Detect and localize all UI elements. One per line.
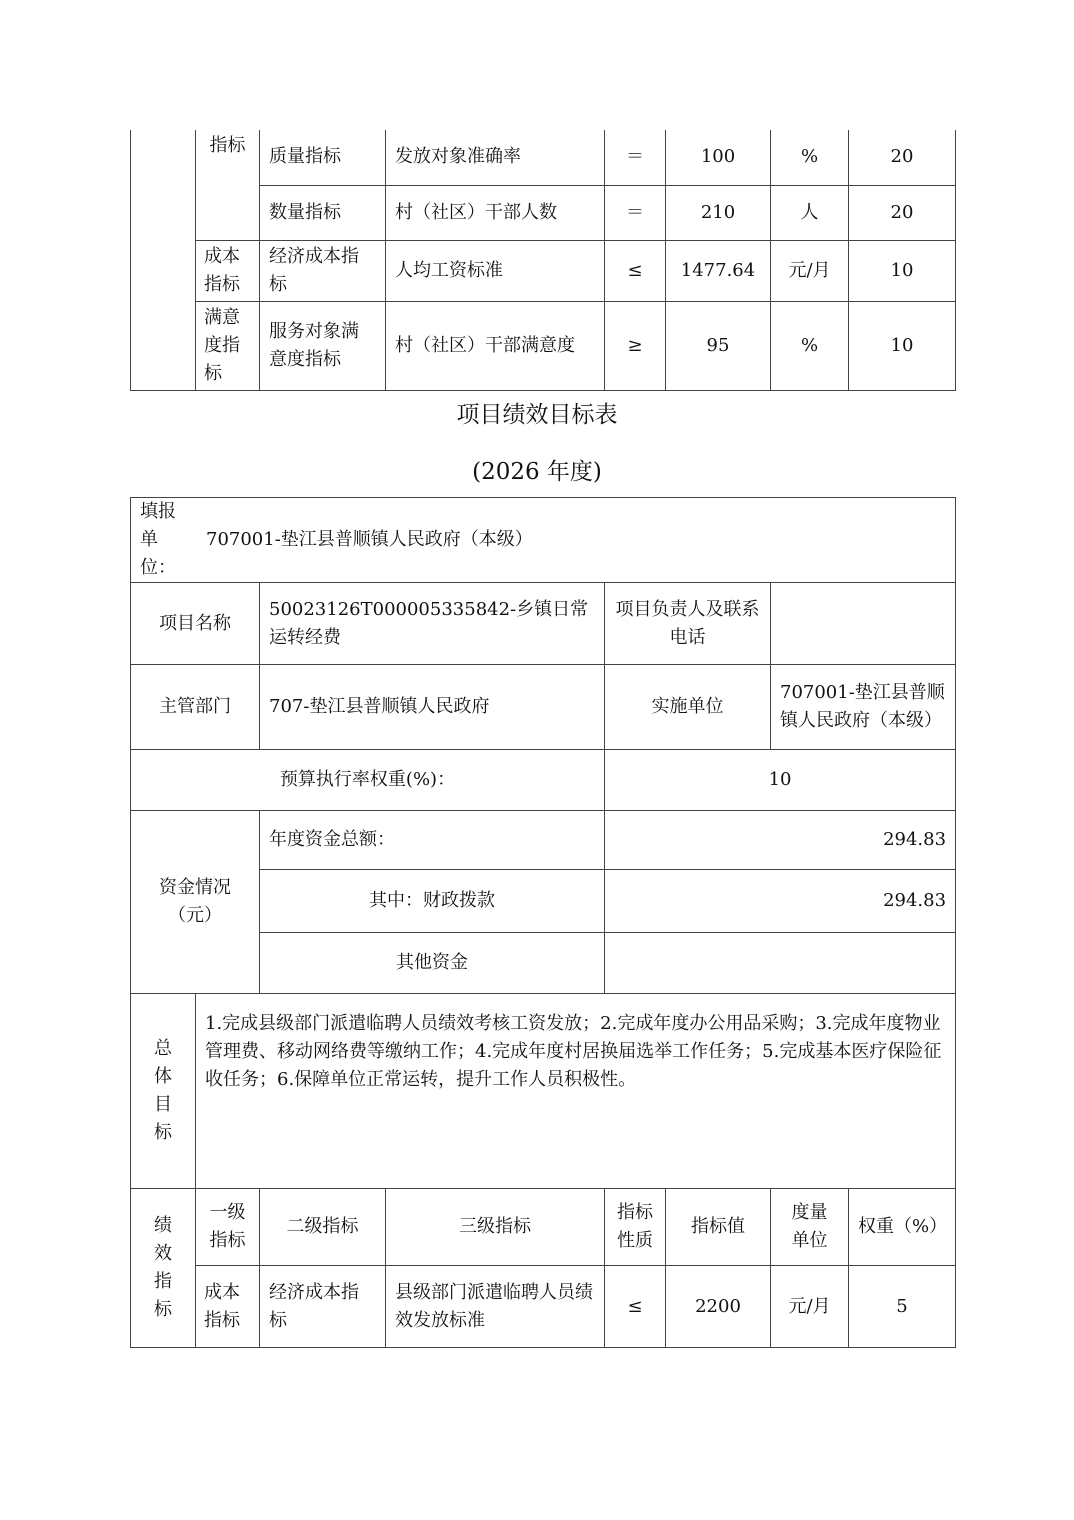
unit-label: 填报单位：	[140, 501, 176, 578]
dept-row	[131, 665, 956, 750]
level1-cell: 指标	[196, 130, 260, 240]
weight-cell: 20	[849, 130, 956, 185]
nature-cell: ＝	[605, 185, 666, 240]
dept-label: 主管部门	[131, 665, 260, 750]
value-cell: 2200	[666, 1266, 771, 1348]
level2-cell: 经济成本指标	[260, 240, 386, 301]
level3-cell: 人均工资标准	[386, 240, 605, 301]
impl-label: 实施单位	[605, 665, 771, 750]
page-title: 项目绩效目标表	[456, 402, 618, 428]
unit-cell: 元/月	[771, 1266, 849, 1348]
project-name-label: 项目名称	[131, 583, 260, 665]
unit-cell	[131, 498, 956, 583]
unit-value: 707001-垫江县普顺镇人民政府（本级）	[206, 529, 533, 550]
value-cell: 100	[666, 130, 771, 185]
weight-cell: 10	[849, 240, 956, 301]
level3-cell: 县级部门派遣临聘人员绩效发放标准	[386, 1266, 605, 1348]
header-weight: 权重（%）	[849, 1189, 956, 1266]
funds-row	[131, 811, 956, 870]
level1-cell: 成本指标	[196, 1266, 260, 1348]
header-unit: 度量单位	[771, 1189, 849, 1266]
nature-cell: ≤	[605, 1266, 666, 1348]
contact-value	[771, 583, 956, 665]
header-nature: 指标性质	[605, 1189, 666, 1266]
previous-indicator-table	[130, 130, 956, 391]
unit-cell: 人	[771, 185, 849, 240]
project-name-value: 50023126T000005335842-乡镇日常运转经费	[260, 583, 605, 665]
other-label: 其他资金	[260, 933, 605, 994]
value-cell: 95	[666, 301, 771, 390]
header-row	[131, 1189, 956, 1266]
level1-cell: 满意度指标	[196, 301, 260, 390]
table-row	[131, 240, 956, 301]
unit-cell: 元/月	[771, 240, 849, 301]
level2-cell: 数量指标	[260, 185, 386, 240]
funds-label: 资金情况（元）	[131, 811, 260, 994]
fiscal-label: 其中：财政拨款	[260, 870, 605, 933]
dept-value: 707-垫江县普顺镇人民政府	[260, 665, 605, 750]
perf-label: 绩效指标	[131, 1189, 196, 1348]
annual-total-label: 年度资金总额：	[260, 811, 605, 870]
contact-label: 项目负责人及联系电话	[605, 583, 771, 665]
weight-cell: 10	[849, 301, 956, 390]
page-subtitle: (2026 年度)	[472, 459, 602, 485]
level3-cell: 发放对象准确率	[386, 130, 605, 185]
goal-text: 1.完成县级部门派遣临聘人员绩效考核工资发放；2.完成年度办公用品采购；3.完成年度物业管理费、移动网络费等缴纳工作；4.完成年度村居换届选举工作任务；5.完成基本医疗保险征收任务；6.保障单位正常运转，提升工作人员积极性。	[196, 994, 956, 1189]
header-value: 指标值	[666, 1189, 771, 1266]
table-row	[131, 1266, 956, 1348]
level1-cell: 成本指标	[196, 240, 260, 301]
value-cell: 210	[666, 185, 771, 240]
header-level1: 一级指标	[196, 1189, 260, 1266]
other-value	[605, 933, 956, 994]
level2-cell: 经济成本指标	[260, 1266, 386, 1348]
weight-cell: 20	[849, 185, 956, 240]
annual-total-value: 294.83	[605, 811, 956, 870]
goal-label: 总体目标	[131, 994, 196, 1189]
fiscal-value: 294.83	[605, 870, 956, 933]
table-row	[131, 301, 956, 390]
nature-cell: ≥	[605, 301, 666, 390]
goal-row	[131, 994, 956, 1189]
header-level2: 二级指标	[260, 1189, 386, 1266]
nature-cell: ＝	[605, 130, 666, 185]
weight-cell: 5	[849, 1266, 956, 1348]
unit-row	[131, 498, 956, 583]
unit-cell: %	[771, 301, 849, 390]
impl-value: 707001-垫江县普顺镇人民政府（本级）	[771, 665, 956, 750]
level3-cell: 村（社区）干部人数	[386, 185, 605, 240]
level2-cell: 服务对象满意度指标	[260, 301, 386, 390]
unit-cell: %	[771, 130, 849, 185]
budget-rate-value: 10	[605, 750, 956, 811]
level3-cell: 村（社区）干部满意度	[386, 301, 605, 390]
performance-target-table	[130, 497, 956, 1348]
budget-rate-label: 预算执行率权重(%)：	[131, 750, 605, 811]
table-row	[131, 130, 956, 185]
level2-cell: 质量指标	[260, 130, 386, 185]
header-level3: 三级指标	[386, 1189, 605, 1266]
value-cell: 1477.64	[666, 240, 771, 301]
budget-rate-row	[131, 750, 956, 811]
nature-cell: ≤	[605, 240, 666, 301]
empty-cell	[131, 130, 196, 390]
project-row	[131, 583, 956, 665]
